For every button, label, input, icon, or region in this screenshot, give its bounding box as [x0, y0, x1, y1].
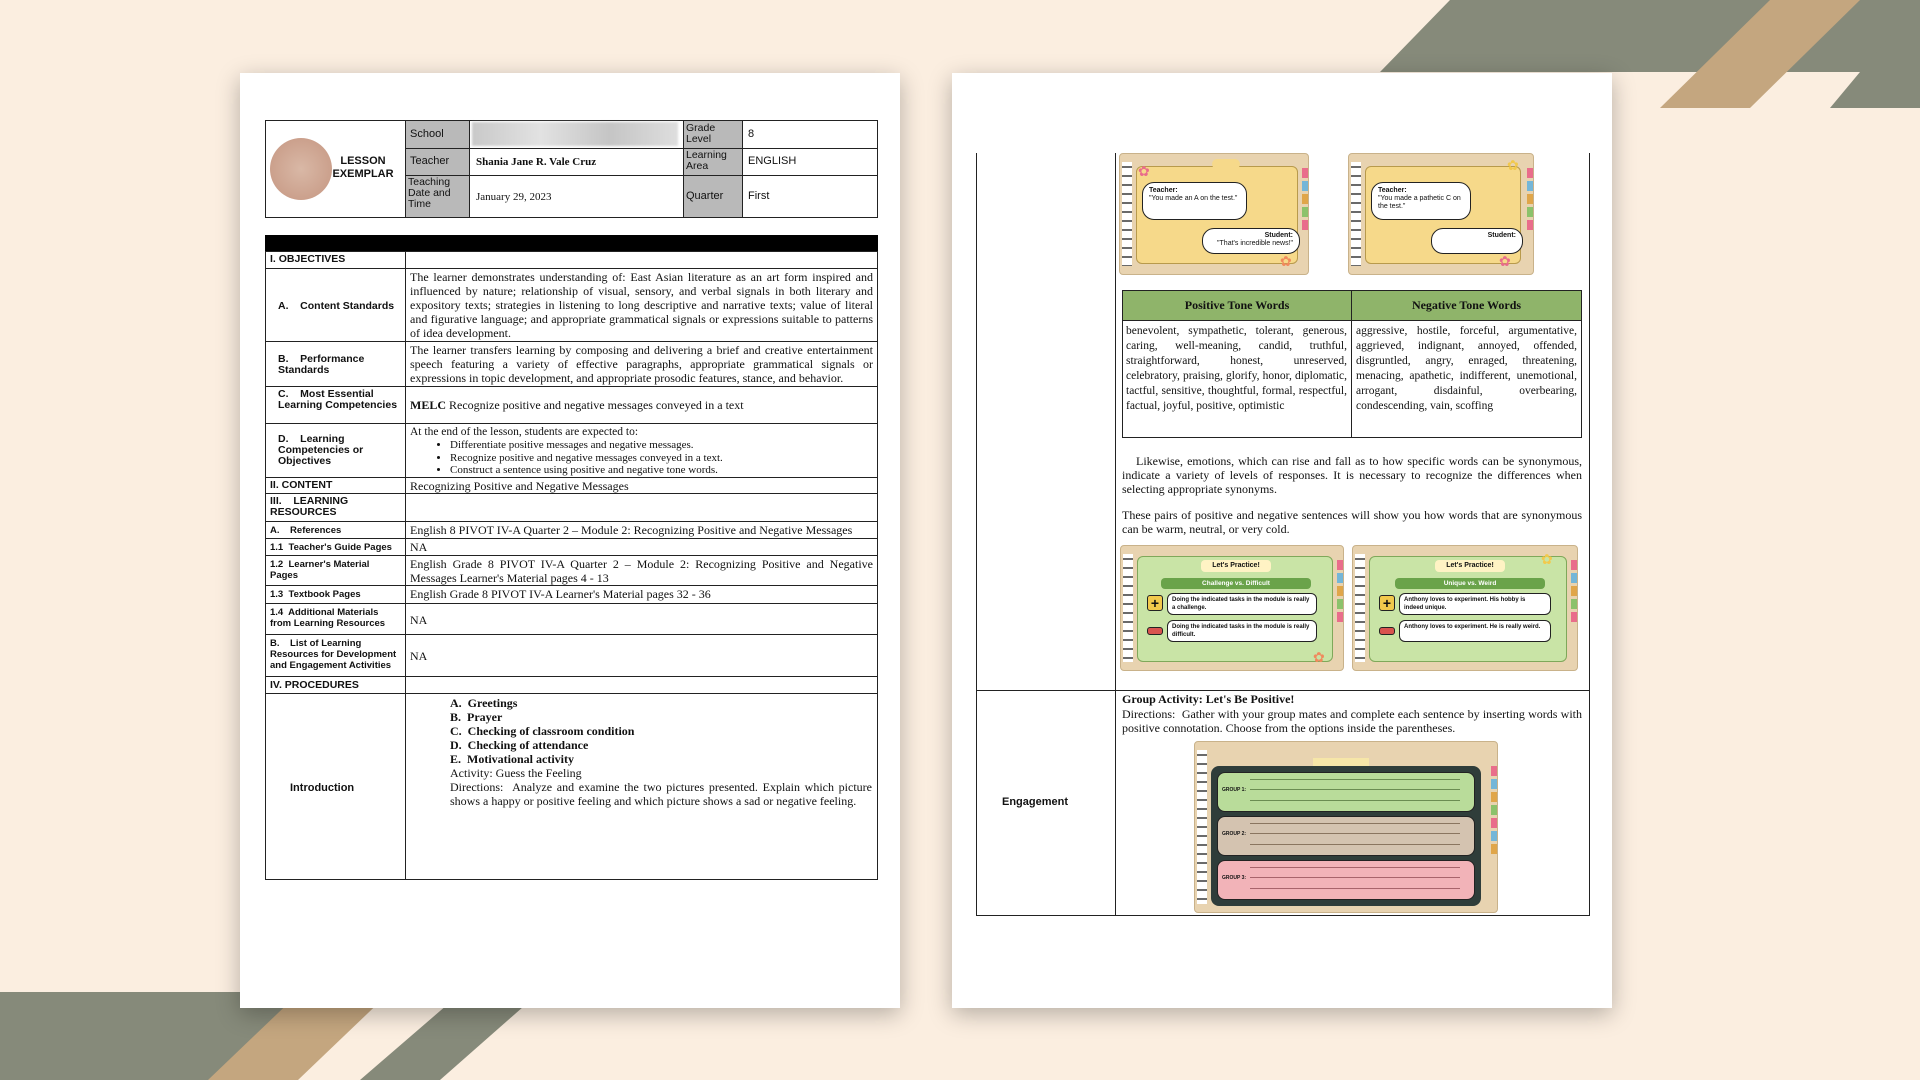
row-line: [265, 268, 878, 269]
area-label: Learning Area: [686, 149, 727, 172]
textbook-text: English Grade 8 PIVOT IV-A Learner's Material pages 32 - 36: [410, 587, 711, 601]
intro-item: A. Greetings: [450, 696, 518, 710]
negative-words: aggressive, hostile, forceful, argumentative, aggrieved, indignant, annoyed, offended, disgruntled, angry, enraged, threatening, menacing, apathetic, indifferent, unemotional, arrogant, disdainful, overbearing, condescending, vain, scoffing: [1356, 325, 1577, 412]
black-band: [265, 235, 878, 251]
objective-item: • Differentiate positive messages and negative messages.: [450, 439, 873, 452]
references-text: English 8 PIVOT IV-A Quarter 2 – Module 2: Recognizing Positive and Negative Messages: [410, 523, 853, 537]
positive-words: benevolent, sympathetic, tolerant, generous, caring, well-meaning, candid, truthful, straightforward, honest, unreserved, celebratory, praising, glorify, honor, diplomatic, tactful, sensitive, thoughtful, formal, respectful, factual, joyful, positive, optimistic: [1126, 325, 1347, 412]
teachers-guide-label: 1.1 Teacher's Guide Pages: [270, 542, 392, 553]
group1-box: [1217, 772, 1475, 812]
group2-label: GROUP 2:: [1222, 831, 1247, 837]
introduction-label: Introduction: [290, 782, 355, 794]
content-text: Recognizing Positive and Negative Messages: [410, 479, 629, 493]
row-line: [265, 493, 878, 494]
row-line: [265, 676, 878, 677]
teacher-name: Shania Jane R. Vale Cruz: [476, 156, 597, 168]
objective-item: • Construct a sentence using positive and negative tone words.: [450, 464, 873, 477]
date-value: January 29, 2023: [476, 191, 552, 203]
row-line: [265, 423, 878, 424]
card1-teacher-quote: "You made an A on the test.": [1149, 195, 1238, 202]
procedures-column-divider: [1115, 153, 1116, 916]
card1-student-label: Student:: [1264, 232, 1293, 239]
dialogue-card-positive: [1119, 153, 1309, 275]
row-line: [265, 386, 878, 387]
area-value: ENGLISH: [748, 155, 797, 167]
flower-icon: ✿: [1541, 553, 1553, 568]
row-line: [265, 585, 878, 586]
row-line: [976, 690, 1590, 691]
engagement-directions: Directions: Gather with your group mates and complete each sentence by inserting words with positive connotation. Choose from the options inside the parentheses.: [1122, 707, 1585, 735]
intro-item: D. Checking of attendance: [450, 738, 589, 752]
learning-resources-list-label: B. List of Learning Resources for Development and Engagement Activities: [270, 638, 399, 671]
group3-label: GROUP 3:: [1222, 875, 1247, 881]
card2-student-label: Student:: [1487, 232, 1516, 239]
lesson-exemplar-page-2: [952, 73, 1612, 1008]
practice-card-1: [1120, 545, 1344, 671]
intro-activity: Activity: Guess the Feeling: [450, 766, 582, 780]
learners-material-text: English Grade 8 PIVOT IV-A Quarter 2 – Module 2: Recognizing Positive and Negative Messages Learner's Material pages 4 - 13: [410, 557, 873, 585]
melc-bold: MELC: [410, 398, 446, 412]
card1-teacher-label: Teacher:: [1149, 187, 1178, 194]
additional-materials-text: NA: [410, 613, 428, 627]
row-line: [265, 634, 878, 635]
school-label: School: [410, 128, 444, 140]
negative-header: Negative Tone Words: [1411, 298, 1522, 312]
practice1-title: Let's Practice!: [1201, 560, 1271, 572]
group3-box: [1217, 860, 1475, 900]
intro-item: B. Prayer: [450, 710, 503, 724]
content-standards-text: The learner demonstrates understanding of: East Asian literature as an art form inspired and influenced by nature; relationship of visual, sensory, and verbal signals in both literary and expository texts; strategies in listening to long descriptive and narrative texts; value of literal and figurative language; and appropriate grammatical signals or expressions suitable to patterns of idea development.: [410, 270, 873, 340]
positive-header: Positive Tone Words: [1184, 298, 1290, 312]
lesson-table-column-divider: [405, 251, 406, 880]
card2-teacher-quote: "You made a pathetic C on the test.": [1378, 195, 1461, 210]
tone-table-divider: [1351, 290, 1352, 438]
row-line: [265, 603, 878, 604]
flower-icon: ✿: [1507, 159, 1519, 174]
school-name-redacted: [472, 122, 678, 146]
objectives-heading: I. OBJECTIVES: [270, 253, 346, 265]
date-label: Teaching Date and Time: [408, 176, 451, 210]
content-standards-label: A. Content Standards: [278, 300, 395, 312]
engagement-label: Engagement: [1002, 796, 1069, 808]
performance-standards-text: The learner transfers learning by composing and delivering a brief and creative entertainment speech featuring a variety of effective paragraphs, appropriate grammatical signals or expressions in topic development, and appropriate prosodic features, stance, and behavior.: [410, 343, 873, 385]
quarter-label: Quarter: [686, 190, 724, 202]
additional-materials-label: 1.4 Additional Materials from Learning Resources: [270, 607, 386, 629]
learning-resources-heading: III. LEARNING RESOURCES: [270, 495, 352, 518]
objective-item: • Recognize positive and negative messages conveyed in a text.: [450, 452, 873, 465]
melc-label: C. Most Essential Learning Competencies: [278, 388, 398, 411]
paragraph-synonyms: Likewise, emotions, which can rise and fall as to how specific words can be synonymous, indicate a variety of levels of responses. It is necessary to recognize the differences when selecting appropriate synonyms.: [1122, 454, 1582, 496]
practice2-line2: Anthony loves to experiment. He is really weird.: [1399, 620, 1551, 642]
group-activity-card: [1194, 741, 1498, 913]
practice-card-2: [1352, 545, 1578, 671]
row-line: [265, 341, 878, 342]
references-label: A. References: [270, 525, 342, 536]
practice2-title: Let's Practice!: [1435, 560, 1505, 572]
performance-standards-label: B. Performance Standards: [278, 353, 368, 376]
grade-label: Grade Level: [686, 122, 716, 145]
learners-material-label: 1.2 Learner's Material Pages: [270, 559, 373, 581]
flower-icon: ✿: [1499, 255, 1511, 270]
textbook-label: 1.3 Textbook Pages: [270, 589, 361, 600]
intro-directions: Directions: Analyze and examine the two pictures presented. Explain which picture shows a happy or positive feeling and which picture shows a sad or negative feeling.: [450, 780, 875, 808]
procedures-heading: IV. PROCEDURES: [270, 679, 359, 691]
quarter-value: First: [748, 190, 770, 202]
card2-teacher-label: Teacher:: [1378, 187, 1407, 194]
minus-icon: [1147, 627, 1163, 635]
flower-icon: ✿: [1280, 255, 1292, 270]
content-heading: II. CONTENT: [270, 479, 333, 491]
engagement-title: Group Activity: Let's Be Positive!: [1122, 692, 1295, 706]
flower-icon: ✿: [1313, 651, 1325, 666]
practice2-line1: Anthony loves to experiment. His hobby is indeed unique.: [1399, 593, 1551, 615]
minus-icon: [1379, 627, 1395, 635]
plus-icon: +: [1147, 595, 1163, 611]
row-line: [265, 555, 878, 556]
plus-icon: +: [1379, 595, 1395, 611]
grade-value: 8: [748, 128, 755, 140]
practice1-line2: Doing the indicated tasks in the module is really difficult.: [1167, 620, 1317, 642]
lesson-exemplar-title: LESSON EXEMPLAR: [332, 155, 394, 180]
row-line: [265, 477, 878, 478]
row-line: [265, 693, 878, 694]
dialogue-card-negative: [1348, 153, 1534, 275]
learning-objectives-label: D. Learning Competencies or Objectives: [278, 433, 367, 467]
lesson-exemplar-page-1: [240, 73, 900, 1008]
header-divider-2: [405, 175, 878, 176]
card1-student-quote: "That's incredible news!": [1217, 240, 1293, 247]
objectives-list: [410, 439, 873, 477]
practice1-subtitle: Challenge vs. Difficult: [1161, 578, 1311, 589]
row-line: [265, 538, 878, 539]
row-line: [265, 521, 878, 522]
school-seal-icon: [270, 138, 332, 200]
group1-label: GROUP 1:: [1222, 787, 1247, 793]
objectives-intro: At the end of the lesson, students are expected to:: [410, 426, 639, 438]
intro-item: E. Motivational activity: [450, 752, 574, 766]
paragraph-pairs: These pairs of positive and negative sentences will show you how words that are synonymous can be warm, neutral, or very cold.: [1122, 508, 1582, 536]
practice2-subtitle: Unique vs. Weird: [1395, 578, 1545, 589]
melc-description: Recognize positive and negative messages conveyed in a text: [446, 398, 744, 412]
teacher-label: Teacher: [410, 155, 450, 167]
flower-icon: ✿: [1138, 165, 1150, 180]
teachers-guide-text: NA: [410, 540, 428, 554]
header-divider-1: [405, 148, 878, 149]
practice1-line1: Doing the indicated tasks in the module is really a challenge.: [1167, 593, 1317, 615]
intro-item: C. Checking of classroom condition: [450, 724, 635, 738]
group2-box: [1217, 816, 1475, 856]
learning-resources-list-text: NA: [410, 649, 428, 663]
melc-text: [410, 398, 873, 412]
